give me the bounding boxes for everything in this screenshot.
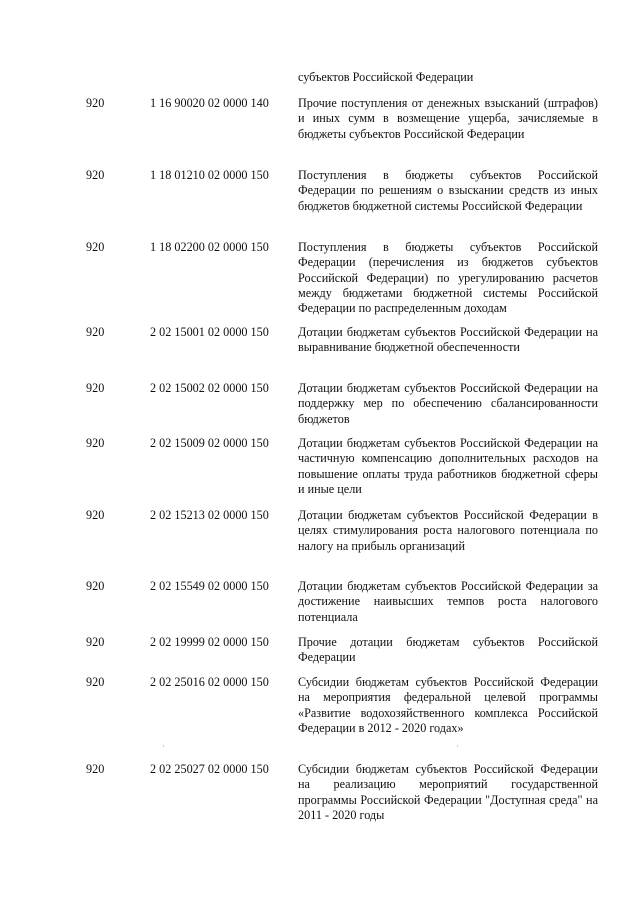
budget-classification-code: 2 02 25027 02 0000 150 xyxy=(150,762,269,776)
revenue-name: Субсидии бюджетам субъектов Российской Федерации на реализацию мероприятий государственной программы Российской Федерации "Доступная среда" на 2011 - 2020 годы xyxy=(298,762,598,822)
revenue-name: Дотации бюджетам субъектов Российской Федерации на частичную компенсацию дополнительных расходов на повышение оплаты труда работников бюджетной сферы и иные цели xyxy=(298,436,598,496)
admin-code: 920 xyxy=(86,635,105,649)
budget-classification-code: 1 16 90020 02 0000 140 xyxy=(150,96,269,110)
admin-code: 920 xyxy=(86,579,105,593)
budget-classification-code: 2 02 25016 02 0000 150 xyxy=(150,675,269,689)
admin-code: 920 xyxy=(86,168,105,182)
revenue-name: Дотации бюджетам субъектов Российской Федерации за достижение наивысших темпов роста налогового потенциала xyxy=(298,579,598,624)
admin-code: 920 xyxy=(86,96,105,110)
budget-classification-code: 2 02 19999 02 0000 150 xyxy=(150,635,269,649)
budget-classification-code: 1 18 02200 02 0000 150 xyxy=(150,240,269,254)
budget-classification-code: 2 02 15002 02 0000 150 xyxy=(150,381,269,395)
budget-classification-code: 2 02 15001 02 0000 150 xyxy=(150,325,269,339)
revenue-name: Поступления в бюджеты субъектов Российской Федерации по решениям о взыскании средств из иных бюджетов бюджетной системы Российской Федерации xyxy=(298,168,598,213)
continuation-text: субъектов Российской Федерации xyxy=(298,70,474,84)
budget-classification-code: 2 02 15009 02 0000 150 xyxy=(150,436,269,450)
revenue-name: Прочие дотации бюджетам субъектов Российской Федерации xyxy=(298,635,598,665)
revenue-name: Субсидии бюджетам субъектов Российской Федерации на мероприятия федеральной целевой программы «Развитие водохозяйственного комплекса Российской Федерации в 2012 - 2020 годах» xyxy=(298,675,598,735)
admin-code: 920 xyxy=(86,762,105,776)
budget-classification-code: 2 02 15549 02 0000 150 xyxy=(150,579,269,593)
scan-speck: · xyxy=(456,742,459,751)
admin-code: 920 xyxy=(86,381,105,395)
admin-code: 920 xyxy=(86,508,105,522)
revenue-name: Дотации бюджетам субъектов Российской Федерации в целях стимулирования роста налогового потенциала по налогу на прибыль организаций xyxy=(298,508,598,553)
revenue-name: Прочие поступления от денежных взысканий (штрафов) и иных сумм в возмещение ущерба, зачисляемые в бюджеты субъектов Российской Федерации xyxy=(298,96,598,141)
admin-code: 920 xyxy=(86,675,105,689)
budget-classification-code: 1 18 01210 02 0000 150 xyxy=(150,168,269,182)
revenue-name: Дотации бюджетам субъектов Российской Федерации на поддержку мер по обеспечению сбалансированности бюджетов xyxy=(298,381,598,426)
budget-classification-code: 2 02 15213 02 0000 150 xyxy=(150,508,269,522)
scan-speck: · xyxy=(162,742,165,751)
revenue-name: Дотации бюджетам субъектов Российской Федерации на выравнивание бюджетной обеспеченности xyxy=(298,325,598,355)
admin-code: 920 xyxy=(86,436,105,450)
revenue-name: Поступления в бюджеты субъектов Российской Федерации (перечисления из бюджетов субъектов Российской Федерации) по урегулированию расчетов между бюджетами бюджетной системы Российской Федерации по распределенным доходам xyxy=(298,240,598,316)
admin-code: 920 xyxy=(86,240,105,254)
admin-code: 920 xyxy=(86,325,105,339)
